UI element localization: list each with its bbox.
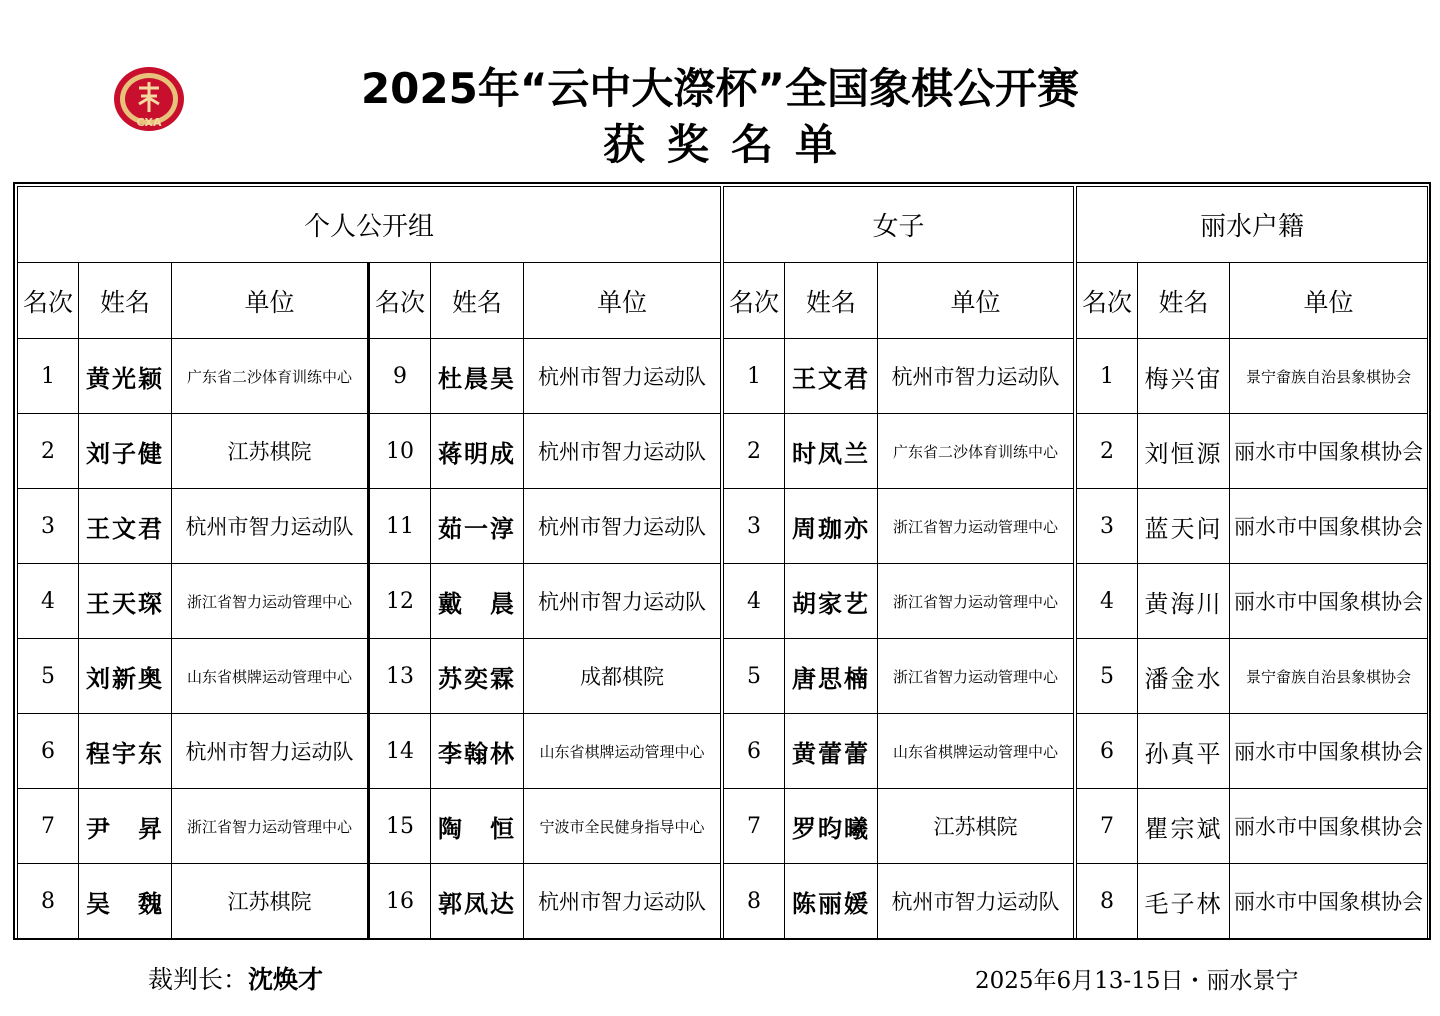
name-cell: 胡家艺 <box>785 564 878 639</box>
group-header-women: 女子 <box>724 187 1074 263</box>
col-unit: 单位 <box>1230 263 1428 339</box>
name-cell: 王天琛 <box>79 564 172 639</box>
table-row <box>724 714 1074 789</box>
unit-cell: 丽水市中国象棋协会 <box>1230 414 1428 489</box>
name-cell: 王文君 <box>79 489 172 564</box>
name-cell: 刘恒源 <box>1138 414 1230 489</box>
name-cell: 时凤兰 <box>785 414 878 489</box>
rank-cell: 1 <box>724 339 785 414</box>
rank-cell: 3 <box>724 489 785 564</box>
lishui-group-table <box>1076 186 1428 939</box>
group-header-lishui: 丽水户籍 <box>1077 187 1428 263</box>
rank-cell: 1 <box>1077 339 1138 414</box>
unit-cell: 浙江省智力运动管理中心 <box>172 564 369 639</box>
name-cell: 潘金水 <box>1138 639 1230 714</box>
table-row <box>18 864 721 939</box>
open-group-table <box>17 186 721 939</box>
unit-cell: 江苏棋院 <box>172 864 369 939</box>
unit-cell: 景宁畲族自治县象棋协会 <box>1230 339 1428 414</box>
unit-cell: 杭州市智力运动队 <box>524 414 721 489</box>
rank-cell: 8 <box>18 864 79 939</box>
col-name: 姓名 <box>431 263 524 339</box>
name-cell: 茹一淳 <box>431 489 524 564</box>
rank-cell: 11 <box>369 489 431 564</box>
rank-cell: 5 <box>18 639 79 714</box>
table-row <box>18 714 721 789</box>
table-row <box>1077 639 1428 714</box>
unit-cell: 山东省棋牌运动管理中心 <box>878 714 1074 789</box>
table-row <box>724 864 1074 939</box>
table-row <box>724 339 1074 414</box>
unit-cell: 丽水市中国象棋协会 <box>1230 789 1428 864</box>
unit-cell: 浙江省智力运动管理中心 <box>878 489 1074 564</box>
rank-cell: 6 <box>724 714 785 789</box>
name-cell: 杜晨昊 <box>431 339 524 414</box>
rank-cell: 9 <box>369 339 431 414</box>
name-cell: 陶 恒 <box>431 789 524 864</box>
rank-cell: 16 <box>369 864 431 939</box>
name-cell: 罗昀曦 <box>785 789 878 864</box>
unit-cell: 丽水市中国象棋协会 <box>1230 714 1428 789</box>
table-row <box>18 339 721 414</box>
unit-cell: 杭州市智力运动队 <box>524 489 721 564</box>
table-row <box>18 789 721 864</box>
rank-cell: 14 <box>369 714 431 789</box>
rank-cell: 10 <box>369 414 431 489</box>
name-cell: 李翰林 <box>431 714 524 789</box>
table-row <box>18 489 721 564</box>
date-place: 2025年6月13-15日・丽水景宁 <box>975 968 1299 994</box>
name-cell: 程宇东 <box>79 714 172 789</box>
name-cell: 尹 昇 <box>79 789 172 864</box>
table-row <box>1077 414 1428 489</box>
unit-cell: 江苏棋院 <box>878 789 1074 864</box>
rank-cell: 2 <box>1077 414 1138 489</box>
referee-name: 沈焕才 <box>248 965 324 994</box>
unit-cell: 浙江省智力运动管理中心 <box>878 564 1074 639</box>
col-unit: 单位 <box>172 263 369 339</box>
col-unit: 单位 <box>878 263 1074 339</box>
name-cell: 孙真平 <box>1138 714 1230 789</box>
rank-cell: 15 <box>369 789 431 864</box>
unit-cell: 杭州市智力运动队 <box>524 564 721 639</box>
unit-cell: 丽水市中国象棋协会 <box>1230 864 1428 939</box>
name-cell: 黄蕾蕾 <box>785 714 878 789</box>
women-group-table <box>723 186 1074 939</box>
rank-cell: 6 <box>1077 714 1138 789</box>
name-cell: 刘子健 <box>79 414 172 489</box>
table-row <box>1077 789 1428 864</box>
page-subtitle: 获奖名单 <box>602 120 859 169</box>
rank-cell: 4 <box>1077 564 1138 639</box>
name-cell: 黄光颖 <box>79 339 172 414</box>
table-row <box>1077 339 1428 414</box>
rank-cell: 1 <box>18 339 79 414</box>
unit-cell: 杭州市智力运动队 <box>878 864 1074 939</box>
name-cell: 黄海川 <box>1138 564 1230 639</box>
rank-cell: 2 <box>724 414 785 489</box>
logo-text: CXA <box>136 116 162 129</box>
rank-cell: 7 <box>724 789 785 864</box>
name-cell: 毛子林 <box>1138 864 1230 939</box>
rank-cell: 5 <box>724 639 785 714</box>
unit-cell: 广东省二沙体育训练中心 <box>878 414 1074 489</box>
name-cell: 唐思楠 <box>785 639 878 714</box>
table-row <box>724 414 1074 489</box>
col-name: 姓名 <box>1138 263 1230 339</box>
table-row <box>724 489 1074 564</box>
unit-cell: 杭州市智力运动队 <box>524 339 721 414</box>
name-cell: 王文君 <box>785 339 878 414</box>
col-rank: 名次 <box>724 263 785 339</box>
table-row <box>1077 864 1428 939</box>
rank-cell: 6 <box>18 714 79 789</box>
col-name: 姓名 <box>785 263 878 339</box>
unit-cell: 宁波市全民健身指导中心 <box>524 789 721 864</box>
col-name: 姓名 <box>79 263 172 339</box>
unit-cell: 浙江省智力运动管理中心 <box>878 639 1074 714</box>
table-row <box>724 639 1074 714</box>
unit-cell: 丽水市中国象棋协会 <box>1230 564 1428 639</box>
table-row <box>1077 489 1428 564</box>
name-cell: 苏奕霖 <box>431 639 524 714</box>
rank-cell: 5 <box>1077 639 1138 714</box>
unit-cell: 山东省棋牌运动管理中心 <box>172 639 369 714</box>
rank-cell: 3 <box>18 489 79 564</box>
table-row <box>1077 564 1428 639</box>
unit-cell: 景宁畲族自治县象棋协会 <box>1230 639 1428 714</box>
col-unit: 单位 <box>524 263 721 339</box>
name-cell: 蓝天问 <box>1138 489 1230 564</box>
table-row <box>18 414 721 489</box>
group-header-open: 个人公开组 <box>18 187 721 263</box>
unit-cell: 浙江省智力运动管理中心 <box>172 789 369 864</box>
unit-cell: 丽水市中国象棋协会 <box>1230 489 1428 564</box>
chief-referee <box>148 960 323 996</box>
unit-cell: 杭州市智力运动队 <box>878 339 1074 414</box>
referee-label: 裁判长： <box>148 965 249 994</box>
rank-cell: 3 <box>1077 489 1138 564</box>
unit-cell: 杭州市智力运动队 <box>524 864 721 939</box>
unit-cell: 山东省棋牌运动管理中心 <box>524 714 721 789</box>
unit-cell: 杭州市智力运动队 <box>172 714 369 789</box>
rank-cell: 2 <box>18 414 79 489</box>
awards-grid <box>17 186 1427 936</box>
rank-cell: 12 <box>369 564 431 639</box>
rank-cell: 4 <box>724 564 785 639</box>
name-cell: 周珈亦 <box>785 489 878 564</box>
col-rank: 名次 <box>1077 263 1138 339</box>
table-row <box>724 564 1074 639</box>
name-cell: 戴 晨 <box>431 564 524 639</box>
name-cell: 郭凤达 <box>431 864 524 939</box>
rank-cell: 4 <box>18 564 79 639</box>
name-cell: 陈丽媛 <box>785 864 878 939</box>
table-row <box>1077 714 1428 789</box>
rank-cell: 13 <box>369 639 431 714</box>
page-title: 2025年“云中大漈杯”全国象棋公开赛 <box>360 64 1080 113</box>
name-cell: 梅兴宙 <box>1138 339 1230 414</box>
unit-cell: 成都棋院 <box>524 639 721 714</box>
unit-cell: 江苏棋院 <box>172 414 369 489</box>
rank-cell: 7 <box>18 789 79 864</box>
rank-cell: 8 <box>724 864 785 939</box>
unit-cell: 广东省二沙体育训练中心 <box>172 339 369 414</box>
rank-cell: 7 <box>1077 789 1138 864</box>
rank-cell: 8 <box>1077 864 1138 939</box>
name-cell: 刘新奥 <box>79 639 172 714</box>
col-rank: 名次 <box>369 263 431 339</box>
table-row <box>18 639 721 714</box>
name-cell: 蒋明成 <box>431 414 524 489</box>
col-rank: 名次 <box>18 263 79 339</box>
unit-cell: 杭州市智力运动队 <box>172 489 369 564</box>
table-row <box>18 564 721 639</box>
name-cell: 瞿宗斌 <box>1138 789 1230 864</box>
table-row <box>724 789 1074 864</box>
name-cell: 吴 魏 <box>79 864 172 939</box>
